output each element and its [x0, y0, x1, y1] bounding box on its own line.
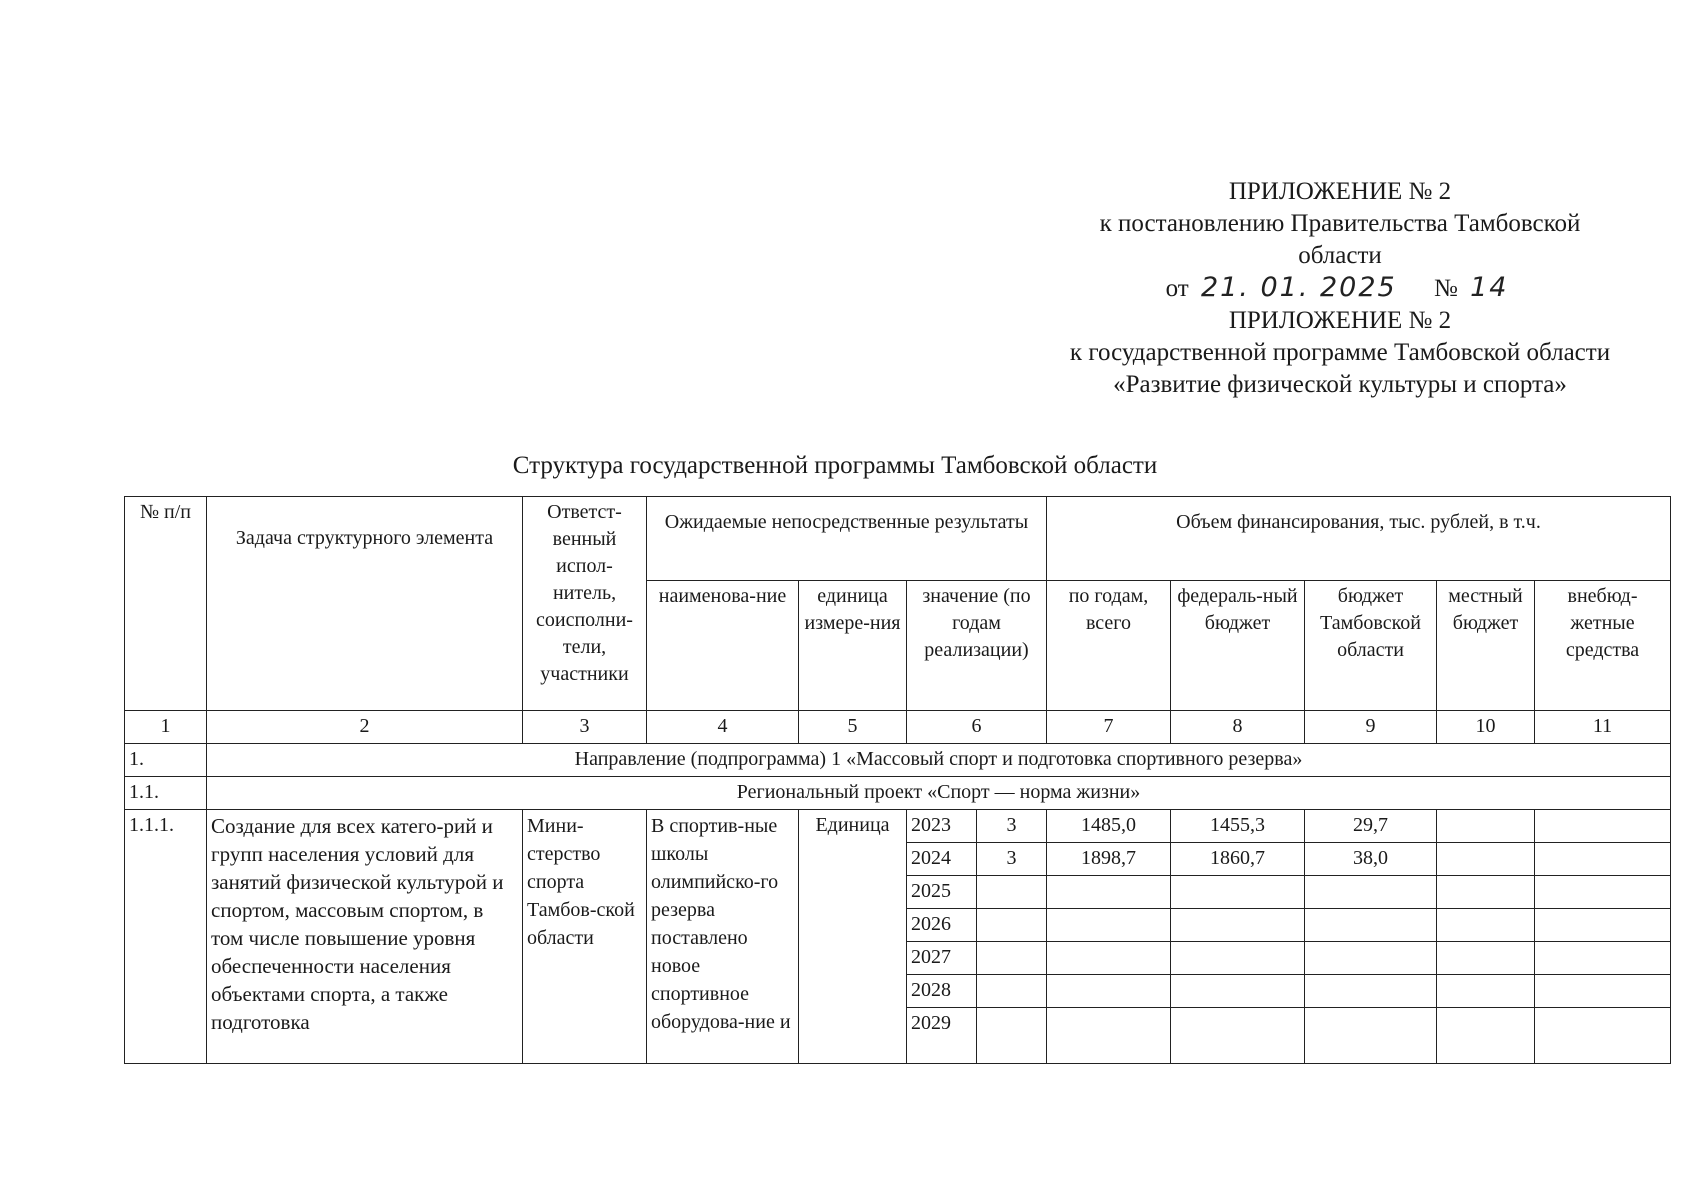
appendix-header-program [1060, 305, 1620, 401]
total-cell: 1898,7 [1047, 843, 1171, 876]
federal-cell [1171, 942, 1305, 975]
federal-cell [1171, 1008, 1305, 1064]
year-cell: 2028 [907, 975, 977, 1008]
row-num: 1.1.1. [125, 810, 207, 1064]
col-number: 2 [207, 711, 523, 744]
value-cell [977, 1008, 1047, 1064]
header-local: местный бюджет [1437, 581, 1535, 711]
regional-cell [1305, 909, 1437, 942]
decree-date-line [1060, 272, 1620, 305]
year-cell: 2025 [907, 876, 977, 909]
header-regional: бюджет Тамбовской области [1305, 581, 1437, 711]
extra-cell [1535, 876, 1671, 909]
local-cell [1437, 909, 1535, 942]
header-task: Задача структурного элемента [207, 497, 523, 711]
year-cell: 2023 [907, 810, 977, 843]
appendix-title-2: ПРИЛОЖЕНИЕ № 2 [1228, 307, 1452, 334]
year-row-2023 [125, 810, 1671, 843]
total-cell [1047, 1008, 1171, 1064]
col-number: 4 [647, 711, 799, 744]
responsible-executor: Мини-стерство спорта Тамбов-ской области [523, 810, 647, 1064]
year-cell: 2029 [907, 1008, 977, 1064]
regional-cell [1305, 975, 1437, 1008]
regional-cell: 38,0 [1305, 843, 1437, 876]
program-line-1: к государственной программе Тамбовской области [1069, 339, 1611, 366]
col-number: 8 [1171, 711, 1305, 744]
regional-cell [1305, 942, 1437, 975]
total-cell [1047, 942, 1171, 975]
local-cell [1437, 942, 1535, 975]
regional-cell [1305, 876, 1437, 909]
decree-line: к постановлению Правительства Тамбовской области [1099, 210, 1581, 269]
col-number: 1 [125, 711, 207, 744]
header-federal: федераль-ный бюджет [1171, 581, 1305, 711]
col-number: 6 [907, 711, 1047, 744]
section-title: Региональный проект «Спорт — норма жизни» [207, 777, 1671, 810]
header-results: Ожидаемые непосредственные результаты [647, 497, 1047, 581]
year-cell: 2026 [907, 909, 977, 942]
col-number: 9 [1305, 711, 1437, 744]
value-cell [977, 909, 1047, 942]
header-total: по годам, всего [1047, 581, 1171, 711]
header-value: значение (по годам реализации) [907, 581, 1047, 711]
header-unit: единица измере-ния [799, 581, 907, 711]
section-num: 1.1. [125, 777, 207, 810]
local-cell [1437, 1008, 1535, 1064]
header-extra: внебюд-жетные средства [1535, 581, 1671, 711]
total-cell [1047, 909, 1171, 942]
extra-cell [1535, 810, 1671, 843]
header-funding: Объем финансирования, тыс. рублей, в т.ч. [1047, 497, 1671, 581]
col-number: 11 [1535, 711, 1671, 744]
handwritten-date: 21. 01. 2025 [1200, 272, 1397, 303]
value-cell [977, 975, 1047, 1008]
year-cell: 2027 [907, 942, 977, 975]
total-cell [1047, 975, 1171, 1008]
col-number: 3 [523, 711, 647, 744]
federal-cell [1171, 975, 1305, 1008]
local-cell [1437, 975, 1535, 1008]
header-responsible: Ответст-венный испол-нитель, соисполни-тели, участники [523, 497, 647, 711]
local-cell [1437, 810, 1535, 843]
federal-cell: 1455,3 [1171, 810, 1305, 843]
extra-cell [1535, 942, 1671, 975]
col-number: 10 [1437, 711, 1535, 744]
extra-cell [1535, 1008, 1671, 1064]
federal-cell [1171, 909, 1305, 942]
section-num: 1. [125, 744, 207, 777]
extra-cell [1535, 909, 1671, 942]
result-unit: Единица [799, 810, 907, 1064]
section-row-1 [125, 744, 1671, 777]
document-title: Структура государственной программы Тамбовской области [512, 452, 1158, 479]
appendix-title: ПРИЛОЖЕНИЕ № 2 [1228, 178, 1452, 205]
section-title: Направление (подпрограмма) 1 «Массовый спорт и подготовка спортивного резерва» [207, 744, 1671, 777]
header-result-name: наименова-ние [647, 581, 799, 711]
federal-cell: 1860,7 [1171, 843, 1305, 876]
regional-cell [1305, 1008, 1437, 1064]
local-cell [1437, 876, 1535, 909]
regional-cell: 29,7 [1305, 810, 1437, 843]
task-description: Создание для всех катего-рий и групп населения условий для занятий физической культурой и спортом, массовым спортом, в том числе повышение уровня обеспеченности населения объектами спорта, а также подготовка [207, 810, 523, 1064]
section-row-1-1 [125, 777, 1671, 810]
value-cell: 3 [977, 843, 1047, 876]
program-structure-table [124, 496, 1671, 1064]
total-cell [1047, 876, 1171, 909]
column-number-row [125, 711, 1671, 744]
extra-cell [1535, 975, 1671, 1008]
number-prefix: № [1433, 275, 1458, 302]
total-cell: 1485,0 [1047, 810, 1171, 843]
program-line-2: «Развитие физической культуры и спорта» [1113, 371, 1567, 398]
value-cell: 3 [977, 810, 1047, 843]
local-cell [1437, 843, 1535, 876]
date-prefix: от [1165, 275, 1189, 302]
handwritten-number: 14 [1470, 272, 1509, 303]
year-cell: 2024 [907, 843, 977, 876]
value-cell [977, 942, 1047, 975]
col-number: 5 [799, 711, 907, 744]
appendix-header-decree [1060, 176, 1620, 305]
value-cell [977, 876, 1047, 909]
col-number: 7 [1047, 711, 1171, 744]
header-row-1 [125, 497, 1671, 581]
header-num: № п/п [125, 497, 207, 711]
result-name: В спортив-ные школы олимпийско-го резерва поставлено новое спортивное оборудова-ние и [647, 810, 799, 1064]
federal-cell [1171, 876, 1305, 909]
extra-cell [1535, 843, 1671, 876]
